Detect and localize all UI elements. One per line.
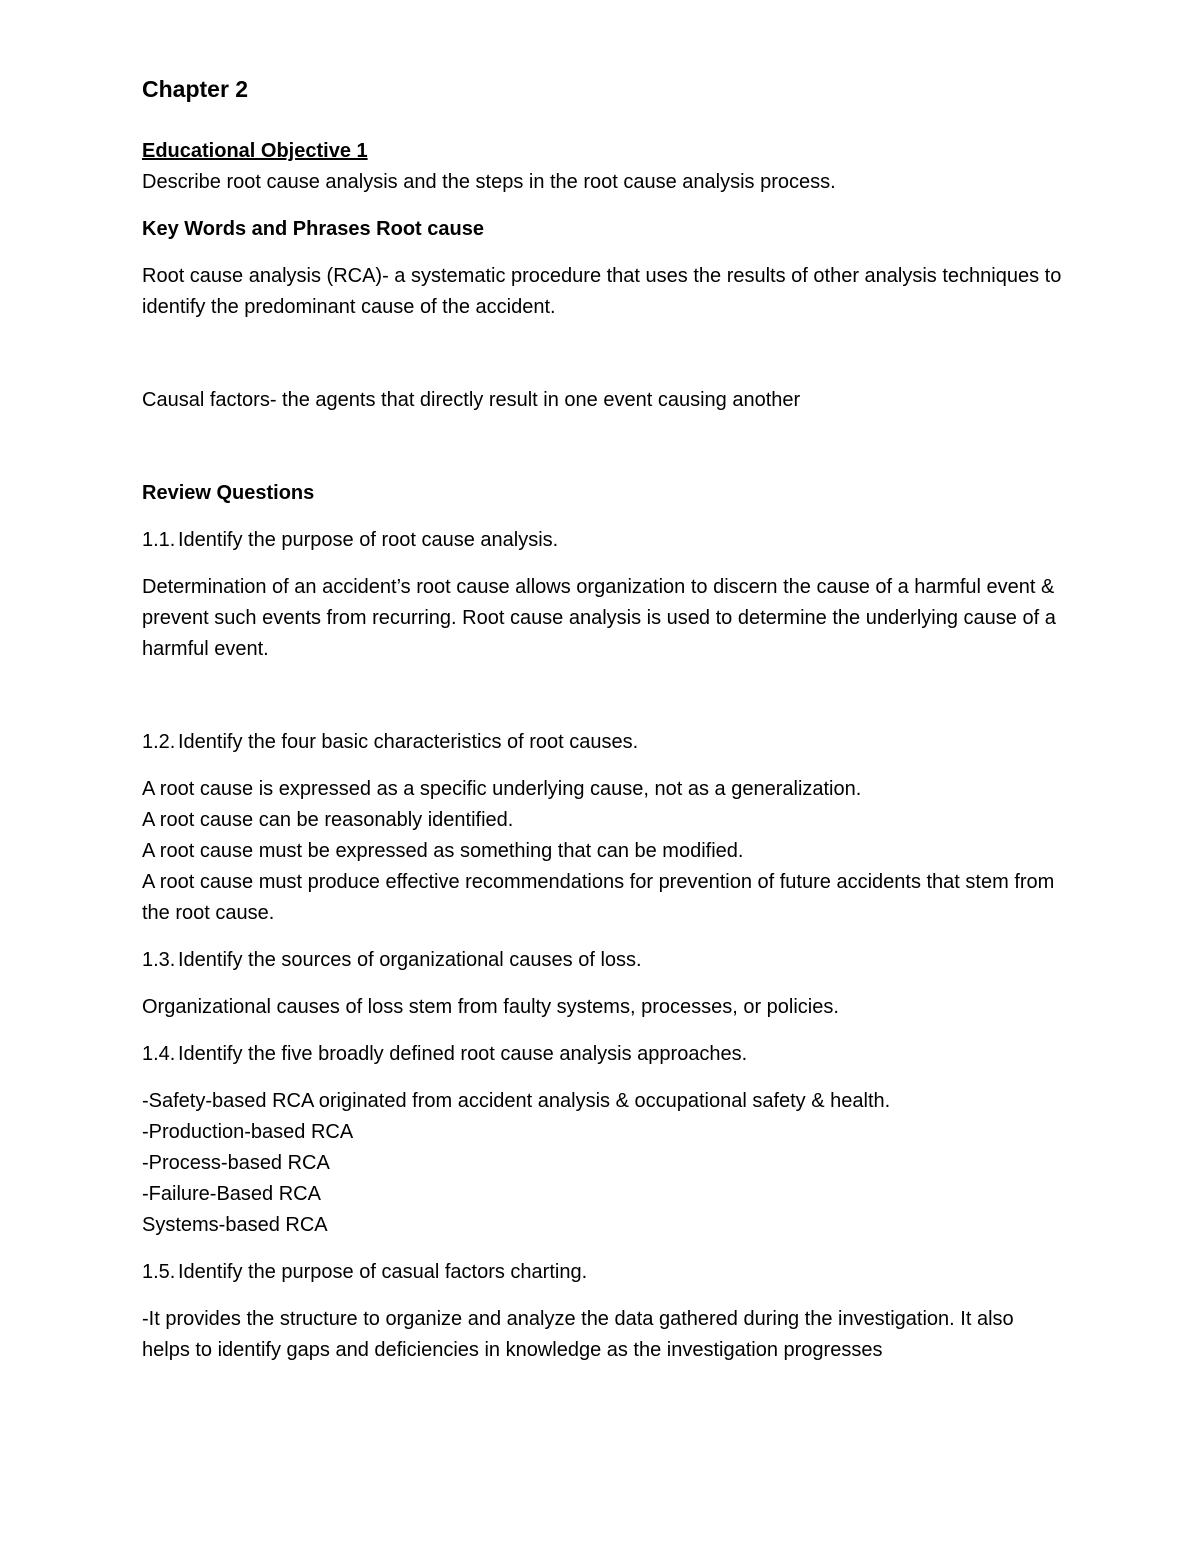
key-words-heading: Key Words and Phrases Root cause bbox=[142, 218, 484, 240]
question-number: 1.3. bbox=[142, 949, 176, 971]
question-text: Identify the sources of organizational causes of loss. bbox=[178, 949, 642, 971]
objective-description: Describe root cause analysis and the steps in the root cause analysis process. bbox=[142, 171, 836, 193]
answer-line: Systems-based RCA bbox=[142, 1214, 328, 1236]
document-page bbox=[142, 72, 1062, 1366]
answer-line: -Process-based RCA bbox=[142, 1152, 330, 1174]
answer-line: A root cause can be reasonably identified. bbox=[142, 809, 514, 831]
question-text: Identify the purpose of casual factors charting. bbox=[178, 1261, 588, 1283]
question-number: 1.2. bbox=[142, 731, 176, 753]
answer-line: -Failure-Based RCA bbox=[142, 1183, 321, 1205]
answer-line: A root cause is expressed as a specific underlying cause, not as a generalization. bbox=[142, 778, 862, 800]
answer-1-1: Determination of an accident’s root cause allows organization to discern the cause of a harmful event & prevent such events from recurring. Root cause analysis is used to determine the underlying cause of a harmful event. bbox=[142, 576, 1056, 660]
review-question-1-1 bbox=[142, 525, 1062, 556]
question-number: 1.1. bbox=[142, 529, 176, 551]
question-number: 1.4. bbox=[142, 1043, 176, 1065]
answer-1-3: Organizational causes of loss stem from faulty systems, processes, or policies. bbox=[142, 996, 839, 1018]
causal-factors-definition: Causal factors- the agents that directly result in one event causing another bbox=[142, 389, 801, 411]
review-questions-heading: Review Questions bbox=[142, 482, 315, 504]
answer-line: -Production-based RCA bbox=[142, 1121, 354, 1143]
review-question-1-4 bbox=[142, 1039, 1062, 1070]
answer-1-2 bbox=[142, 774, 1062, 929]
review-question-1-3 bbox=[142, 945, 1062, 976]
answer-1-5: -It provides the structure to organize and analyze the data gathered during the investigation. It also helps to identify gaps and deficiencies in knowledge as the investigation progresses bbox=[142, 1308, 1014, 1361]
review-question-1-5 bbox=[142, 1257, 1062, 1288]
answer-line: A root cause must be expressed as something that can be modified. bbox=[142, 840, 744, 862]
answer-line: -Safety-based RCA originated from accident analysis & occupational safety & health. bbox=[142, 1090, 891, 1112]
answer-1-4 bbox=[142, 1086, 1062, 1241]
rca-definition: Root cause analysis (RCA)- a systematic procedure that uses the results of other analysis techniques to identify the predominant cause of the accident. bbox=[142, 265, 1062, 318]
review-question-1-2 bbox=[142, 727, 1062, 758]
question-text: Identify the four basic characteristics of root causes. bbox=[178, 731, 639, 753]
question-text: Identify the five broadly defined root cause analysis approaches. bbox=[178, 1043, 748, 1065]
objective-heading: Educational Objective 1 bbox=[142, 140, 368, 162]
question-number: 1.5. bbox=[142, 1261, 176, 1283]
answer-line: A root cause must produce effective recommendations for prevention of future accidents that stem from the root cause. bbox=[142, 871, 1055, 924]
chapter-title: Chapter 2 bbox=[142, 76, 249, 102]
question-text: Identify the purpose of root cause analysis. bbox=[178, 529, 559, 551]
